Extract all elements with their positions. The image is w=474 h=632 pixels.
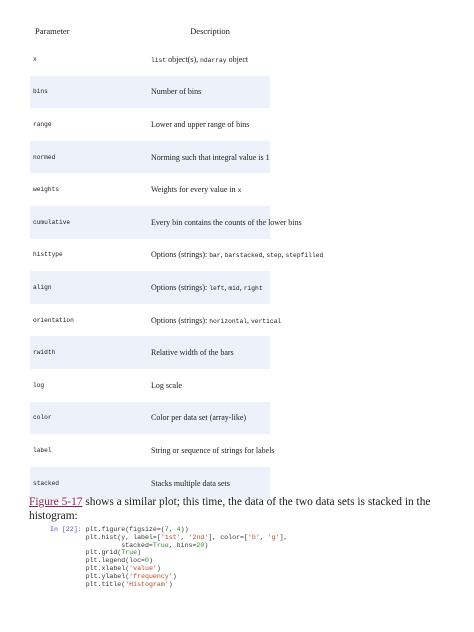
table-row — [30, 402, 270, 435]
param-name: log — [33, 381, 45, 389]
param-name: align — [30, 271, 150, 304]
body-paragraph — [29, 496, 465, 523]
table-row — [30, 369, 270, 402]
param-description: Options (strings): horizontal, vertical — [151, 315, 282, 325]
figure-link[interactable]: Figure 5-17 — [29, 496, 83, 508]
table-row — [30, 239, 270, 272]
code-line: stacked=True, bins=20) — [121, 541, 209, 549]
table-row — [30, 336, 270, 369]
param-description: Every bin contains the counts of the lower bins — [150, 206, 270, 239]
table-row — [30, 467, 270, 500]
param-name: rwidth — [30, 336, 150, 369]
param-name: weights — [33, 186, 59, 194]
code-line: plt.grid(True) — [85, 549, 142, 557]
table-row — [30, 206, 270, 239]
param-description: Options (strings): left, mid, right — [150, 271, 270, 304]
code-line: plt.xlabel('value') — [85, 564, 161, 572]
parameter-table — [30, 19, 324, 499]
param-description: Log scale — [151, 380, 182, 390]
param-name: color — [30, 402, 150, 435]
code-line: plt.figure(figsize=(7, 4)) — [85, 526, 189, 533]
code-prompt: In [22]: — [50, 526, 82, 533]
code-line: plt.title('Histogram') — [85, 580, 173, 588]
header-description: Description — [190, 26, 230, 36]
param-name: cumulative — [30, 206, 150, 239]
table-row — [30, 141, 270, 174]
param-description: Relative width of the bars — [150, 336, 270, 369]
param-name: x — [33, 55, 37, 63]
table-header-row — [30, 19, 270, 43]
table-row — [30, 434, 270, 467]
param-description: Stacks multiple data sets — [150, 467, 270, 500]
param-description: Number of bins — [150, 76, 270, 109]
param-name: bins — [30, 76, 150, 109]
param-description: Options (strings): bar, barstacked, step, stepfilled — [151, 250, 324, 260]
param-description: Weights for every value in x — [151, 185, 242, 195]
table-row — [30, 173, 270, 206]
param-description: Color per data set (array-like) — [150, 402, 270, 435]
table-row — [30, 76, 270, 109]
code-line: plt.legend(loc=0) — [85, 557, 153, 565]
param-name: range — [33, 120, 52, 128]
param-name: normed — [30, 141, 150, 174]
param-name: stacked — [30, 467, 150, 500]
header-parameter: Parameter — [35, 26, 70, 36]
code-line: plt.ylabel('frequency') — [85, 572, 177, 580]
table-row — [30, 43, 270, 76]
param-description: String or sequence of strings for labels — [151, 445, 275, 455]
table-row — [30, 271, 270, 304]
table-row — [30, 304, 270, 337]
param-description: list object(s), ndarray object — [151, 54, 249, 64]
table-row — [30, 108, 270, 141]
code-block — [50, 526, 288, 588]
param-name: histtype — [33, 251, 63, 259]
param-description: Lower and upper range of bins — [151, 119, 250, 129]
param-name: orientation — [33, 316, 74, 324]
paragraph-text: shows a similar plot; this time, the data of the two data sets is stacked in the histogram: — [29, 496, 431, 522]
code-line: plt.hist(y, label=['1st', '2nd'], color=['b', 'g'], — [85, 533, 288, 541]
param-description: Norming such that integral value is 1 — [150, 141, 270, 174]
param-name: label — [33, 446, 52, 454]
